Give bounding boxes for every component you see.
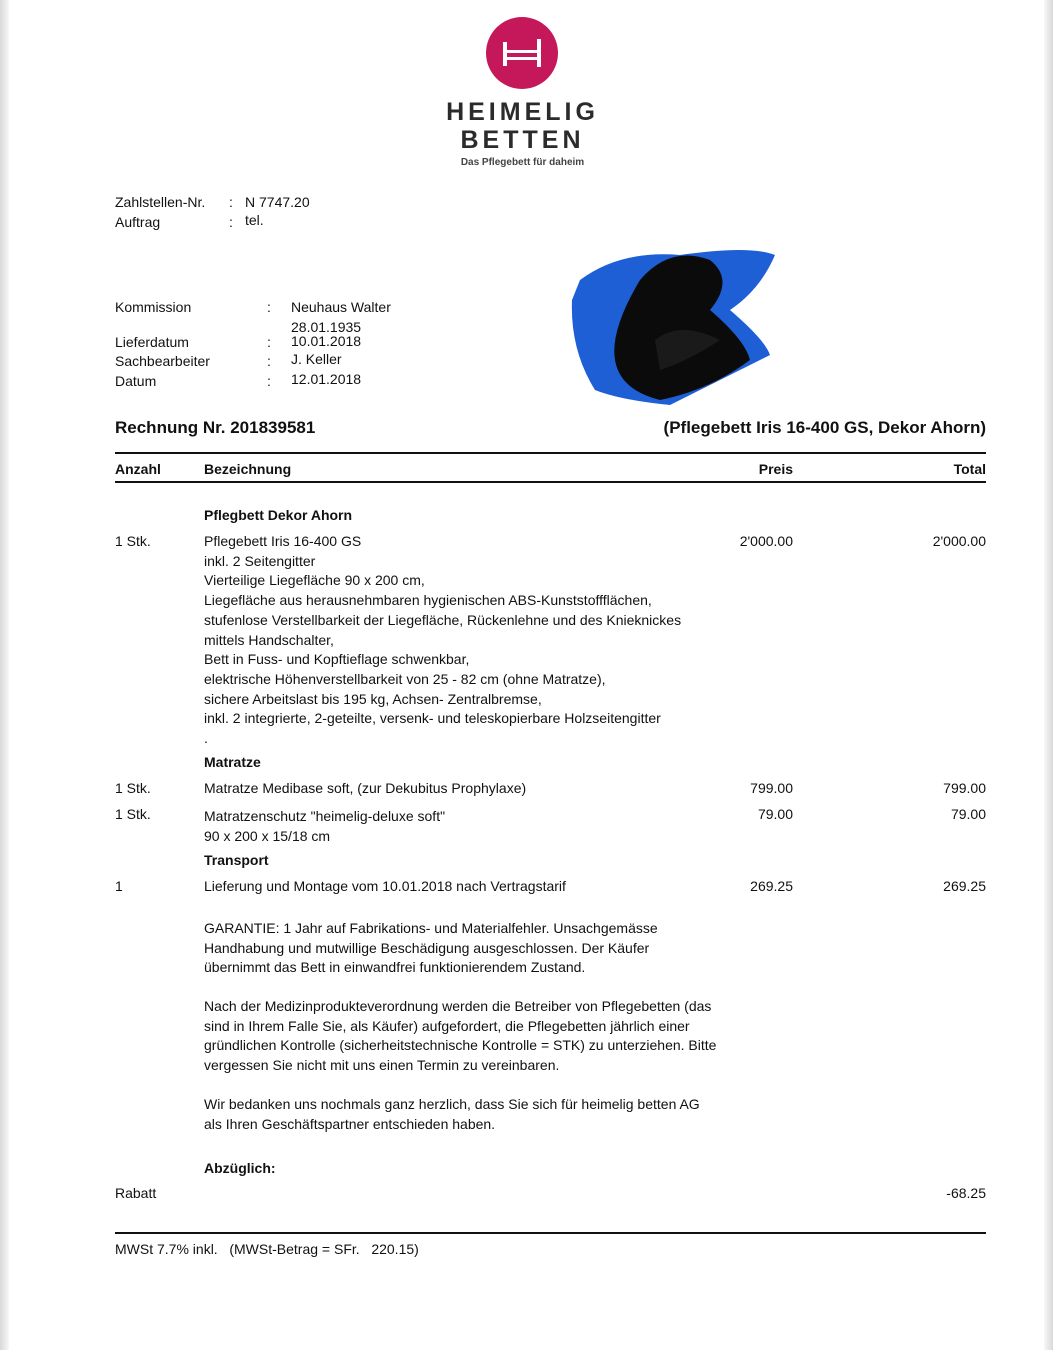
- bed-description: [204, 532, 734, 749]
- mattress-price: 799.00: [750, 780, 793, 796]
- bed-desc-line: Pflegebett Iris 16-400 GS: [204, 533, 362, 549]
- table-header-top-rule: [115, 452, 986, 454]
- section-matratze: Matratze: [204, 754, 261, 770]
- bed-qty: 1 Stk.: [115, 533, 151, 549]
- rabatt-label: Rabatt: [115, 1185, 157, 1201]
- sachbearbeiter-label: Sachbearbeiter: [115, 353, 210, 369]
- redaction-scribble: [560, 240, 790, 420]
- delivery-price: 269.25: [750, 878, 793, 894]
- lieferdatum-label: Lieferdatum: [115, 334, 189, 350]
- mattress-qty: 1 Stk.: [115, 780, 151, 796]
- mpv-line: gründlichen Kontrolle (sicherheitstechnische Kontrolle = STK) zu unterziehen. Bitte: [204, 1037, 717, 1053]
- mattress-description: Matratze Medibase soft, (zur Dekubitus Prophylaxe): [204, 780, 527, 796]
- section-transport: Transport: [204, 852, 269, 868]
- mpv-paragraph: [204, 997, 744, 1075]
- footer-rule: [115, 1232, 986, 1234]
- sachbearbeiter-sep: :: [267, 353, 271, 369]
- bed-price: 2'000.00: [739, 533, 793, 549]
- datum-value: 12.01.2018: [291, 371, 362, 387]
- zahlstellen-label: Zahlstellen-Nr.: [115, 194, 206, 210]
- garantie-paragraph: [204, 919, 744, 978]
- col-anzahl: Anzahl: [115, 461, 161, 477]
- bed-desc-line: sichere Arbeitslast bis 195 kg, Achsen- Zentralbremse,: [204, 690, 542, 707]
- invoice-title: Rechnung Nr. 201839581: [115, 418, 316, 437]
- kommission-sep: :: [267, 299, 271, 315]
- page-edge-left: [0, 0, 9, 1350]
- bed-desc-line: inkl. 2 integrierte, 2-geteilte, versenk- und teleskopierbare Holzseitengitter: [204, 710, 661, 727]
- rabatt-value: -68.25: [946, 1185, 986, 1201]
- delivery-qty: 1: [115, 878, 123, 894]
- lieferdatum-sep: :: [267, 334, 271, 350]
- table-header-bottom-rule: [115, 481, 986, 483]
- lieferdatum-value: 10.01.2018: [291, 333, 362, 349]
- kommission-birthdate: 28.01.1935: [291, 319, 362, 335]
- bed-desc-line: Liegefläche aus herausnehmbaren hygienischen ABS-Kunststoffflächen,: [204, 592, 652, 609]
- dank-line: Wir bedanken uns nochmals ganz herzlich, dass Sie sich für heimelig betten AG: [204, 1096, 700, 1112]
- auftrag-sep: :: [229, 214, 233, 230]
- bed-desc-line: elektrische Höhenverstellbarkeit von 25 - 82 cm (ohne Matratze),: [204, 670, 606, 687]
- sachbearbeiter-value: J. Keller: [291, 351, 342, 367]
- mwst-text: MWSt 7.7% inkl. (MWSt-Betrag = SFr. 220.15): [115, 1241, 419, 1257]
- bed-desc-line: mittels Handschalter,: [204, 631, 334, 648]
- col-bezeichnung: Bezeichnung: [204, 461, 292, 477]
- bed-desc-line: Vierteilige Liegefläche 90 x 200 cm,: [204, 572, 425, 589]
- auftrag-label: Auftrag: [115, 214, 161, 230]
- logo-tagline: Das Pflegebett für daheim: [460, 157, 585, 168]
- section-abzueglich: Abzüglich:: [204, 1160, 276, 1176]
- garantie-line: übernimmt das Bett in einwandfrei funktionierendem Zustand.: [204, 959, 586, 975]
- page-edge-right: [1044, 0, 1053, 1350]
- mpv-line: sind in Ihrem Falle Sie, als Käufer) aufgefordert, die Pflegebetten jährlich einer: [204, 1017, 690, 1034]
- dank-paragraph: [204, 1095, 744, 1134]
- mpv-line: vergessen Sie nicht mit uns einen Termin zu vereinbaren.: [204, 1056, 560, 1073]
- zahlstellen-sep: :: [229, 194, 233, 210]
- bed-desc-line: .: [204, 730, 208, 747]
- datum-sep: :: [267, 373, 271, 389]
- logo-name-line1: HEIMELIG: [446, 98, 599, 126]
- section-bett: Pflegbett Dekor Ahorn: [204, 507, 353, 523]
- protector-description: Matratzenschutz "heimelig-deluxe soft": [204, 808, 446, 824]
- logo-name-line2: BETTEN: [460, 126, 585, 154]
- kommission-label: Kommission: [115, 299, 192, 315]
- protector-price: 79.00: [757, 806, 793, 822]
- delivery-description: Lieferung und Montage vom 10.01.2018 nach Vertragstarif: [204, 878, 566, 894]
- bed-desc-line: Bett in Fuss- und Kopftieflage schwenkbar,: [204, 651, 470, 668]
- col-preis: Preis: [758, 461, 793, 477]
- protector-size: 90 x 200 x 15/18 cm: [204, 828, 331, 844]
- bed-desc-line: inkl. 2 Seitengitter: [204, 552, 316, 569]
- datum-label: Datum: [115, 373, 157, 389]
- garantie-line: Handhabung und mutwillige Beschädigung ausgeschlossen. Der Käufer: [204, 939, 650, 956]
- protector-qty: 1 Stk.: [115, 806, 151, 822]
- auftrag-value: tel.: [245, 212, 264, 228]
- protector-total: 79.00: [950, 806, 986, 822]
- zahlstellen-value: N 7747.20: [245, 194, 310, 210]
- invoice-subject: (Pflegebett Iris 16-400 GS, Dekor Ahorn): [663, 418, 986, 437]
- mattress-total: 799.00: [943, 780, 986, 796]
- logo-bed-icon: [486, 17, 558, 89]
- col-total: Total: [953, 461, 986, 477]
- garantie-line: GARANTIE: 1 Jahr auf Fabrikations- und Materialfehler. Unsachgemässe: [204, 920, 658, 936]
- kommission-value: Neuhaus Walter: [291, 299, 391, 315]
- dank-line: als Ihren Geschäftspartner entschieden haben.: [204, 1115, 496, 1132]
- bed-desc-line: stufenlose Verstellbarkeit der Liegefläche, Rückenlehne und des Knieknickes: [204, 611, 682, 628]
- bed-total: 2'000.00: [932, 533, 986, 549]
- mpv-line: Nach der Medizinprodukteverordnung werden die Betreiber von Pflegebetten (das: [204, 998, 712, 1014]
- delivery-total: 269.25: [943, 878, 986, 894]
